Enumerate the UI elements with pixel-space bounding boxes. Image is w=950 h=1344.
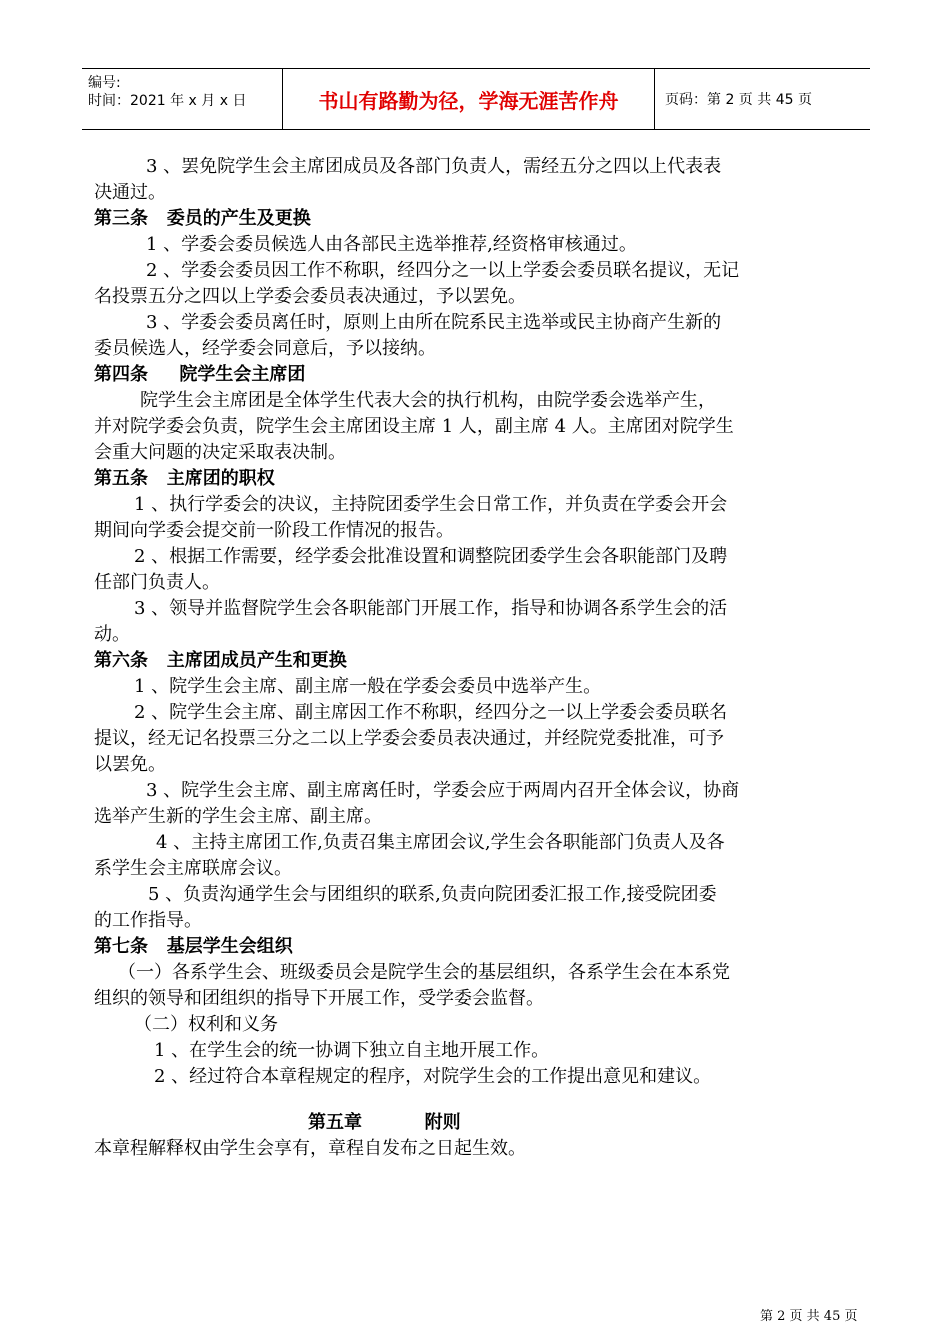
- paragraph-line: 委员候选人，经学委会同意后，予以接纳。: [94, 338, 436, 359]
- paragraph-line: 名投票五分之四以上学委会委员表决通过，予以罢免。: [94, 286, 526, 307]
- paragraph-line: 3 、领导并监督院学生会各职能部门开展工作，指导和协调各系学生会的活: [134, 598, 728, 619]
- header-motto: 书山有路勤为径，学海无涯苦作舟: [282, 69, 655, 129]
- paragraph-line: 系学生会主席联席会议。: [94, 858, 292, 879]
- paragraph-line: 决通过。: [94, 182, 166, 203]
- paragraph-line: 本章程解释权由学生会享有，章程自发布之日起生效。: [94, 1138, 526, 1159]
- paragraph-line: （一）各系学生会、班级委员会是院学生会的基层组织，各系学生会在本系党: [118, 962, 730, 983]
- header-page-number: 页码：第 2 页 共 45 页: [665, 92, 812, 108]
- paragraph-line: 期间向学委会提交前一阶段工作情况的报告。: [94, 520, 454, 541]
- paragraph-line: 1 、在学生会的统一协调下独立自主地开展工作。: [154, 1040, 550, 1061]
- paragraph-line: 2 、学委会委员因工作不称职，经四分之一以上学委会委员联名提议，无记: [146, 260, 740, 281]
- paragraph-line: 的工作指导。: [94, 910, 202, 931]
- paragraph-line: （二）权利和义务: [134, 1014, 278, 1035]
- paragraph-line: 2 、院学生会主席、副主席因工作不称职，经四分之一以上学委会委员联名: [134, 702, 728, 723]
- document-number-label: 编号:: [88, 75, 121, 91]
- paragraph-line: 3 、罢免院学生会主席团成员及各部门负责人，需经五分之四以上代表表: [146, 156, 722, 177]
- paragraph-line: 会重大问题的决定采取表决制。: [94, 442, 346, 463]
- chapter-heading: 第五章 附则: [308, 1112, 461, 1133]
- page-header: [82, 68, 870, 130]
- paragraph-line: 1 、执行学委会的决议，主持院团委学生会日常工作，并负责在学委会开会: [134, 494, 728, 515]
- paragraph-line: 任部门负责人。: [94, 572, 220, 593]
- paragraph-line: 4 、主持主席团工作,负责召集主席团会议,学生会各职能部门负责人及各: [156, 832, 725, 853]
- document-body: [94, 154, 862, 1162]
- article-heading: 第五条 主席团的职权: [94, 468, 275, 489]
- paragraph-line: 并对院学委会负责，院学生会主席团设主席 1 人，副主席 4 人。主席团对院学生: [94, 416, 734, 437]
- paragraph-line: 动。: [94, 624, 130, 645]
- header-meta: [82, 69, 282, 129]
- paragraph-line: 5 、负责沟通学生会与团组织的联系,负责向院团委汇报工作,接受院团委: [148, 884, 717, 905]
- document-date: 时间：2021 年 x 月 x 日: [88, 93, 247, 109]
- article-heading: 第六条 主席团成员产生和更换: [94, 650, 347, 671]
- paragraph-line: 院学生会主席团是全体学生代表大会的执行机构，由院学委会选举产生，: [140, 390, 716, 411]
- paragraph-line: 2 、根据工作需要，经学委会批准设置和调整院团委学生会各职能部门及聘: [134, 546, 728, 567]
- article-heading: 第三条 委员的产生及更换: [94, 208, 311, 229]
- article-heading: 第四条 院学生会主席团: [94, 364, 306, 385]
- paragraph-line: 2 、经过符合本章程规定的程序，对院学生会的工作提出意见和建议。: [154, 1066, 712, 1087]
- paragraph-line: 3 、学委会委员离任时，原则上由所在院系民主选举或民主协商产生新的: [146, 312, 722, 333]
- paragraph-line: 3 、院学生会主席、副主席离任时，学委会应于两周内召开全体会议，协商: [146, 780, 740, 801]
- paragraph-line: 1 、学委会委员候选人由各部民主选举推荐,经资格审核通过。: [146, 234, 637, 255]
- paragraph-line: 以罢免。: [94, 754, 166, 775]
- paragraph-line: 提议，经无记名投票三分之二以上学委会委员表决通过，并经院党委批准，可予: [94, 728, 724, 749]
- paragraph-line: 选举产生新的学生会主席、副主席。: [94, 806, 382, 827]
- page-footer: 第 2 页 共 45 页: [760, 1309, 858, 1324]
- paragraph-line: 组织的领导和团组织的指导下开展工作，受学委会监督。: [94, 988, 544, 1009]
- article-heading: 第七条 基层学生会组织: [94, 936, 293, 957]
- paragraph-line: 1 、院学生会主席、副主席一般在学委会委员中选举产生。: [134, 676, 602, 697]
